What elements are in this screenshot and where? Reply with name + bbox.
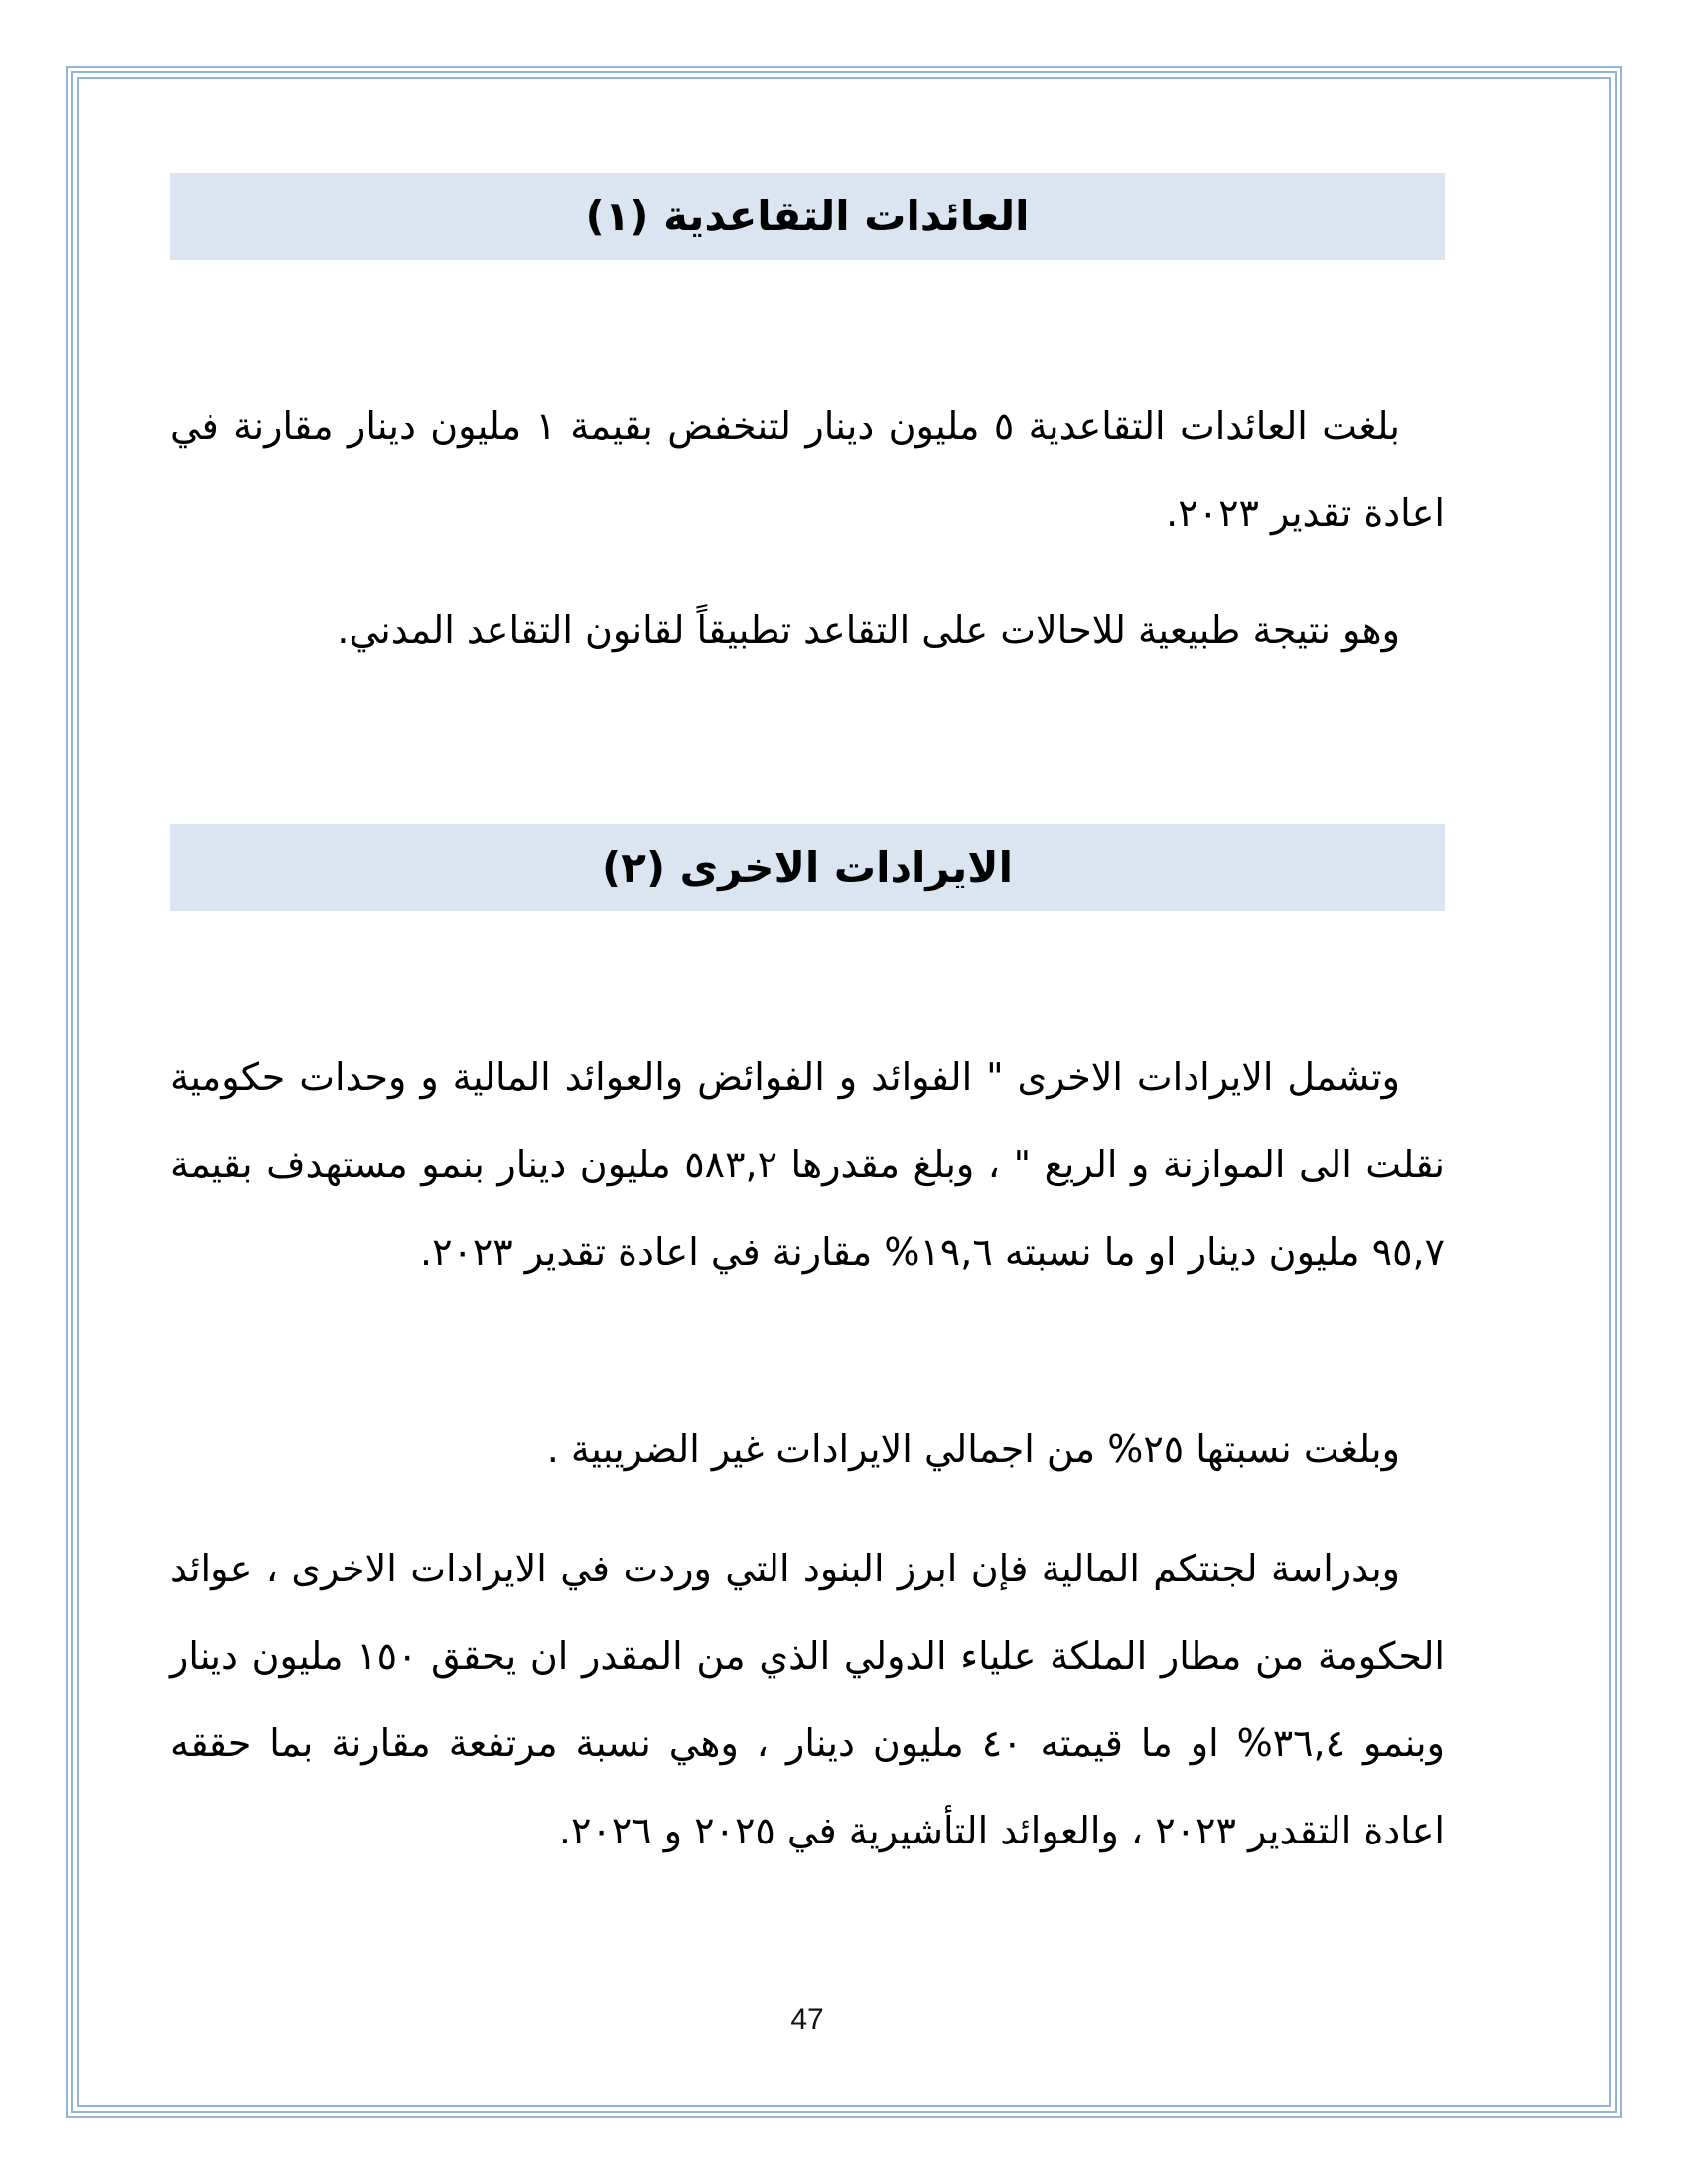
section-heading-band-retirement-returns: [170, 173, 1445, 260]
body-paragraph: وهو نتيجة طبيعية للاحالات على التقاعد تطبيقاً لقانون التقاعد المدني.: [337, 609, 1400, 652]
body-paragraph: بلغت العائدات التقاعدية ٥ مليون دينار لتنخفض بقيمة ١ مليون دينار مقارنة في اعادة تقدير ٢٠٢٣.: [170, 404, 1445, 535]
body-paragraph: وتشمل الايرادات الاخرى " الفوائد و الفوائض والعوائد المالية و وحدات حكومية نقلت الى الموازنة و الريع " ، وبلغ مقدرها ٥٨٣,٢ مليون دينار بنمو مستهدف بقيمة ٩٥,٧ مليون دينار او ما نسبته ١٩,٦% مقارنة في اعادة تقدير ٢٠٢٣.: [170, 1055, 1445, 1274]
section-heading-text: العائدات التقاعدية (١): [585, 192, 1030, 240]
section-heading-band-other-revenues: [170, 824, 1445, 911]
page-number: 47: [790, 2003, 824, 2036]
body-paragraph: وبدراسة لجنتكم المالية فإن ابرز البنود التي وردت في الايرادات الاخرى ، عوائد الحكومة من مطار الملكة علياء الدولي الذي من المقدر ان يحقق ١٥٠ مليون دينار وبنمو ٣٦,٤% او ما قيمته ٤٠ مليون دينار ، وهي نسبة مرتفعة مقارنة بما حققه اعادة التقدير ٢٠٢٣ ، والعوائد التأشيرية في ٢٠٢٥ و ٢٠٢٦.: [170, 1547, 1445, 1852]
section-heading-text: الايرادات الاخرى (٢): [602, 843, 1013, 891]
body-paragraph: وبلغت نسبتها ٢٥% من اجمالي الايرادات غير الضريبية .: [546, 1428, 1400, 1471]
